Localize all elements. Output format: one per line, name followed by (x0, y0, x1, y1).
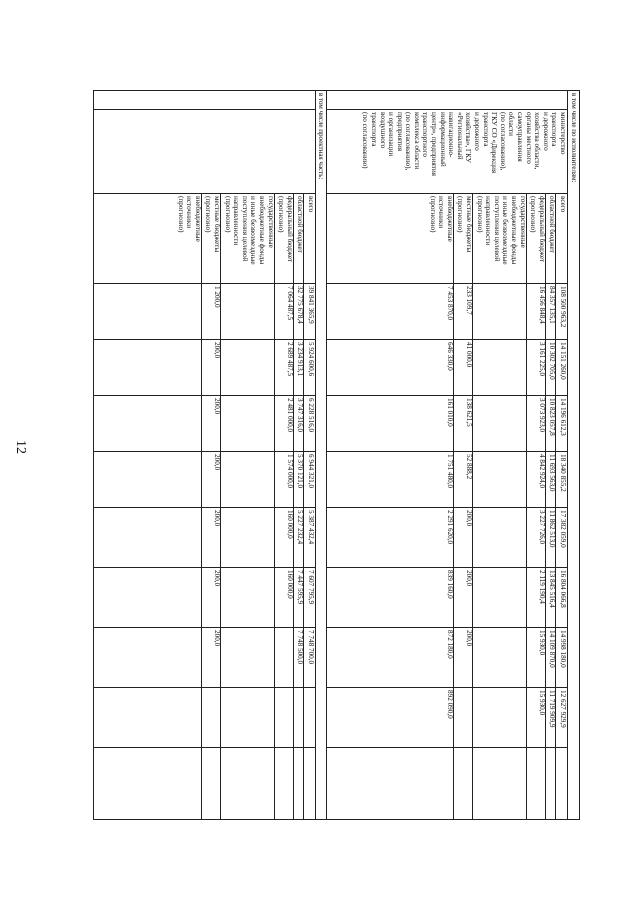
value-cell: 52 888,2 (465, 454, 473, 480)
row-label-line: (прогнозно) (456, 196, 465, 233)
executor-line: предприятия (395, 112, 404, 152)
executor-line: и организации (387, 112, 396, 157)
row-divider (201, 193, 202, 819)
row-label-line: областной бюджет (548, 196, 557, 253)
value-cell: 160 000,0 (285, 570, 294, 599)
value-cell: 872 180,0 (445, 630, 454, 659)
value-cell: 200,0 (213, 342, 221, 359)
value-cell: 32 775 678,4 (296, 286, 305, 324)
executor-line: транспорта (550, 112, 559, 147)
row-label-line: всего (559, 196, 567, 213)
value-cell: 138 621,5 (465, 398, 473, 427)
value-cell: 14 998 180,0 (559, 630, 567, 668)
value-cell: 15 930,0 (537, 690, 546, 716)
value-cell: 892 090,0 (445, 690, 454, 719)
row-label-line: и иные безвозмездные (501, 196, 510, 265)
column-divider (93, 193, 315, 194)
row-label (174, 194, 202, 282)
row-label-line: внебюджетные (193, 196, 202, 242)
column-divider (327, 567, 567, 568)
column-divider (93, 451, 315, 452)
executor-line: хозяйства области, (533, 112, 542, 170)
row-divider (274, 193, 275, 819)
value-cell: 3 234 913,1 (296, 342, 305, 377)
row-label-line: внебюджетные фонды (510, 196, 519, 265)
value-cell: 7 064 487,5 (285, 286, 294, 321)
executor-line: (по согласованию), (498, 112, 507, 171)
value-cell: 2 119 190,4 (537, 570, 546, 604)
row-label-line: направленности (484, 196, 493, 246)
row-label-line: направленности (232, 196, 241, 246)
value-cell: 41 000,0 (465, 342, 473, 368)
row-label-line: и иные безвозмездные (249, 196, 258, 265)
executor-line: воздушного (378, 112, 387, 149)
row-label-line: (прогнозно) (277, 196, 286, 233)
value-cell: 18 340 855,2 (559, 454, 567, 492)
value-cell: 3 161 225,0 (537, 342, 546, 377)
column-divider (327, 687, 567, 688)
row-label-line: местные бюджеты (465, 196, 473, 253)
executor-line: центр», предприятия (430, 112, 439, 176)
value-cell: 14 151 260,0 (559, 342, 567, 380)
value-cell: 839 160,0 (445, 570, 454, 599)
column-divider (327, 747, 567, 748)
row-label-line: поступления целевой (492, 196, 501, 262)
value-cell: 6 944 321,0 (307, 454, 315, 489)
column-divider (327, 283, 567, 284)
value-cell: 17 382 059,0 (559, 510, 567, 548)
row-label-line: внебюджетные фонды (258, 196, 267, 265)
column-divider (93, 339, 315, 340)
section-heading-project-part: в том числе проектная часть: (315, 91, 327, 819)
value-cell: 200,0 (213, 570, 221, 587)
section-heading-executors: в том числе по исполнителям: (567, 91, 579, 819)
executor-line: транспортного (421, 112, 430, 157)
row-label (426, 194, 454, 282)
row-label (546, 194, 557, 282)
executor-line: области (507, 112, 516, 137)
executor-line: навигационно- (447, 112, 456, 158)
value-cell: 10 823 057,8 (548, 398, 557, 436)
value-cell: 2 689 487,5 (285, 342, 294, 377)
column-divider (93, 507, 315, 508)
value-cell: 5 387 432,4 (307, 510, 315, 545)
column-divider (327, 109, 567, 110)
value-cell: 5 370 121,0 (296, 454, 305, 489)
column-divider (93, 687, 315, 688)
value-cell: 14 196 612,3 (559, 398, 567, 436)
executor-line: самоуправления (516, 112, 525, 162)
executor-line: комплекса области (412, 112, 421, 170)
value-cell: 5 924 600,6 (307, 342, 315, 377)
column-divider (93, 747, 315, 748)
value-cell: 7 447 595,9 (296, 570, 305, 605)
column-divider (93, 627, 315, 628)
value-cell: 200,0 (213, 630, 221, 647)
executor-line: хозяйства», ГКУ (464, 112, 473, 163)
value-cell: 7 607 795,9 (307, 570, 315, 605)
value-cell: 1 751 480,0 (445, 454, 454, 489)
row-label-line: источники (437, 196, 446, 229)
value-cell: 200,0 (465, 630, 473, 647)
row-label (473, 194, 527, 282)
value-cell: 39 841 365,9 (307, 286, 315, 324)
value-cell: 1 574 000,0 (285, 454, 294, 489)
value-cell: 161 010,0 (445, 398, 454, 427)
value-cell: 7 748 500,0 (296, 630, 305, 665)
row-label (527, 194, 546, 282)
value-cell: 200,0 (213, 510, 221, 527)
executor-line: информационный (438, 112, 447, 167)
executor-line: «Региональный (455, 112, 464, 160)
value-cell: 3 227 726,0 (537, 510, 546, 545)
column-divider (327, 507, 567, 508)
value-cell: 16 456 848,4 (537, 286, 546, 324)
row-divider (526, 193, 527, 819)
executor-line: и дорожного (541, 112, 550, 151)
row-label-line: государственные (266, 196, 275, 248)
executors-grid (327, 91, 567, 819)
page-number: 12 (13, 440, 28, 454)
column-divider (93, 109, 315, 110)
row-label (304, 194, 315, 282)
row-label-line: государственные (518, 196, 527, 248)
row-label-line: (прогнозно) (475, 196, 484, 233)
row-label-line: (прогнозно) (428, 196, 437, 233)
column-divider (327, 451, 567, 452)
budget-table (93, 90, 580, 820)
executor-cell (361, 110, 567, 192)
value-cell: 160 000,0 (285, 510, 294, 539)
executor-line: (по согласованию), (404, 112, 413, 171)
value-cell: 4 842 924,0 (537, 454, 546, 489)
value-cell: 3 073 923,0 (537, 398, 546, 433)
rotated-table-page (93, 90, 580, 820)
executor-line: (по согласованию) (361, 112, 370, 169)
row-label-line: всего (307, 196, 315, 213)
column-divider (93, 395, 315, 396)
row-label-line: (прогнозно) (204, 196, 213, 233)
value-cell: 1 200,0 (213, 286, 221, 308)
value-cell: 11 719 909,9 (548, 690, 557, 728)
value-cell: 5 227 232,4 (296, 510, 305, 545)
value-cell: 108 500 963,2 (559, 286, 567, 328)
row-label-line: источники (185, 196, 194, 229)
value-cell: 84 357 135,1 (548, 286, 557, 324)
value-cell: 11 862 513,0 (548, 510, 557, 548)
value-cell: 3 747 316,0 (296, 398, 305, 433)
column-divider (327, 627, 567, 628)
row-label-line: федеральный бюджет (537, 196, 546, 263)
value-cell: 200,0 (465, 570, 473, 587)
value-cell: 13 845 516,4 (548, 570, 557, 608)
column-divider (327, 395, 567, 396)
row-label (556, 194, 567, 282)
row-label (275, 194, 294, 282)
value-cell: 2 481 000,0 (285, 398, 294, 433)
column-divider (327, 339, 567, 340)
executor-line: министерство (559, 112, 567, 155)
value-cell: 6 228 516,0 (307, 398, 315, 433)
row-label-line: федеральный бюджет (285, 196, 294, 263)
value-cell: 2 291 620,0 (445, 510, 454, 545)
value-cell: 200,0 (213, 398, 221, 415)
executor-line: транспорта (369, 112, 378, 147)
value-cell: 7 453 870,0 (445, 286, 454, 321)
value-cell: 15 930,0 (537, 630, 546, 656)
row-label-line: (прогнозно) (529, 196, 538, 233)
value-cell: 11 693 563,0 (548, 454, 557, 492)
executor-line: и дорожного (473, 112, 482, 151)
row-label (202, 194, 221, 282)
project-part-grid (93, 91, 315, 819)
row-label (454, 194, 473, 282)
value-cell: 200,0 (213, 454, 221, 471)
value-cell: 7 748 700,0 (307, 630, 315, 665)
executor-line: органы местного (524, 112, 533, 164)
column-divider (327, 193, 567, 194)
row-label-line: местные бюджеты (213, 196, 221, 253)
executor-line: ГКУ СО «Дирекция (490, 112, 499, 174)
column-divider (93, 567, 315, 568)
value-cell: 14 109 870,0 (548, 630, 557, 668)
row-label-line: областной бюджет (296, 196, 305, 253)
row-label-line: поступления целевой (240, 196, 249, 262)
value-cell: 646 330,0 (445, 342, 454, 371)
row-label-line: (прогнозно) (176, 196, 185, 233)
executor-line: транспорта (481, 112, 490, 147)
value-cell: 200,0 (465, 510, 473, 527)
row-label (221, 194, 275, 282)
value-cell: 12 627 929,9 (559, 690, 567, 728)
value-cell: 233 109,7 (465, 286, 473, 315)
row-label-line: внебюджетные (445, 196, 454, 242)
column-divider (93, 283, 315, 284)
value-cell: 16 804 066,8 (559, 570, 567, 608)
value-cell: 10 302 705,0 (548, 342, 557, 380)
row-label (294, 194, 305, 282)
row-label-line: (прогнозно) (223, 196, 232, 233)
